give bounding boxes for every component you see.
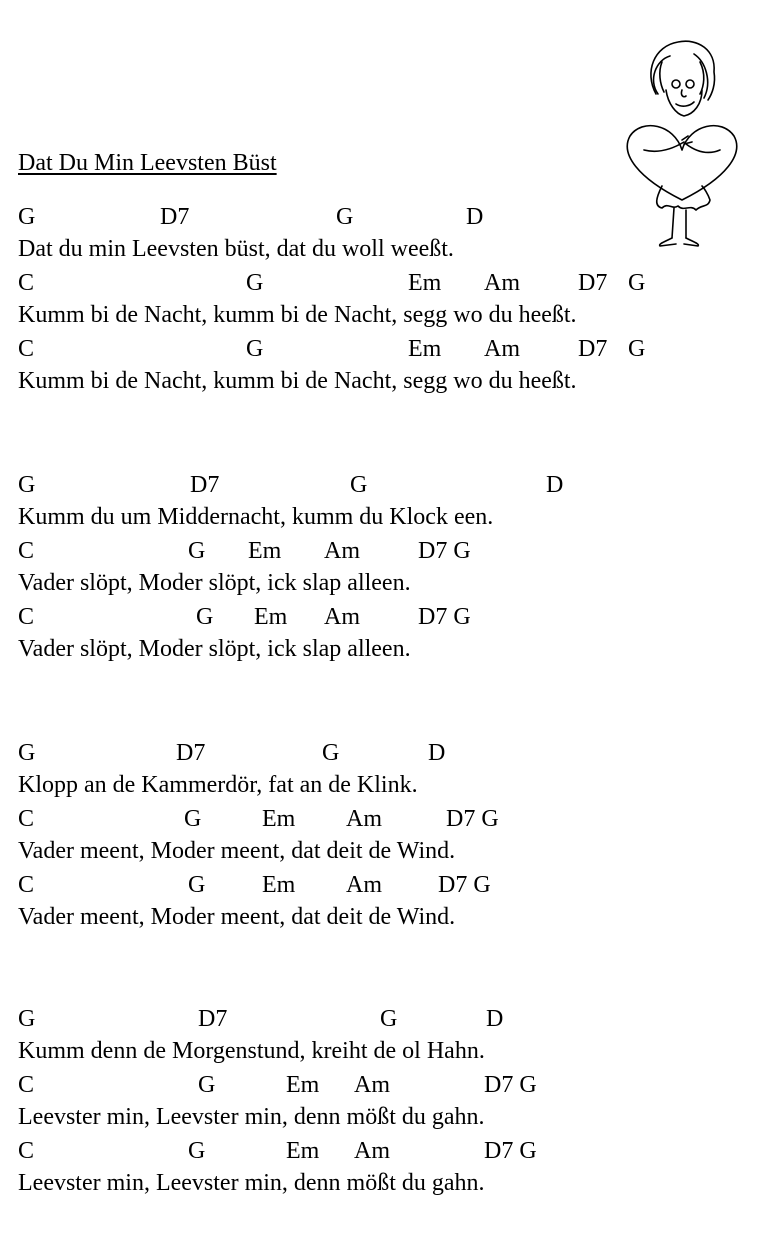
chord: G [18,1006,36,1032]
chord: G [322,740,340,766]
chord-row [0,806,764,840]
chord: G [184,806,202,832]
chord: C [18,538,35,564]
lyric-line: Vader slöpt, Moder slöpt, ick slap alleen. [18,570,411,596]
chord: C [18,270,35,296]
chord-row [0,740,764,774]
chord: D [466,204,484,230]
lyric-line: Kumm du um Middernacht, kumm du Klock een. [18,504,494,530]
chord-row [0,204,764,238]
chord: G [350,472,368,498]
chord: D7 G [484,1138,537,1164]
chord: G [18,472,36,498]
chord: C [18,336,35,362]
chord-row [0,872,764,906]
chord: Am [484,270,520,296]
chord: G [18,740,36,766]
chord: D [428,740,446,766]
chord: D7 [578,270,608,296]
chord: Am [354,1138,390,1164]
chord: G [198,1072,216,1098]
chord: Em [286,1138,320,1164]
chord: Am [346,872,382,898]
lyric-line: Klopp an de Kammerdör, fat an de Klink. [18,772,418,798]
chord: Em [408,336,442,362]
chord: Em [408,270,442,296]
chord: G [336,204,354,230]
chord: C [18,1072,35,1098]
chord-row [0,604,764,638]
chord: Em [262,872,296,898]
chord-row [0,1006,764,1040]
chord: G [188,872,206,898]
chord: G [196,604,214,630]
lyric-line: Dat du min Leevsten büst, dat du woll weeßt. [18,236,454,262]
chord-row [0,270,764,304]
chord: G [628,270,646,296]
chord: G [246,336,264,362]
chord: G [246,270,264,296]
lyric-line: Vader slöpt, Moder slöpt, ick slap alleen. [18,636,411,662]
chord: Em [254,604,288,630]
chord: D7 G [418,538,471,564]
chord-row [0,1072,764,1106]
chord: Am [346,806,382,832]
chord: C [18,1138,35,1164]
chord: D [486,1006,504,1032]
chord-row [0,1138,764,1172]
chord-row [0,336,764,370]
chord-row [0,538,764,572]
chord: Am [324,538,360,564]
chord: G [628,336,646,362]
chord: D [546,472,564,498]
chord: Am [354,1072,390,1098]
lyric-line: Kumm bi de Nacht, kumm bi de Nacht, segg wo du heeßt. [18,302,577,328]
chord: D7 [190,472,220,498]
chord: G [380,1006,398,1032]
chord: G [188,538,206,564]
chord: D7 [578,336,608,362]
chord: D7 G [418,604,471,630]
chord: G [18,204,36,230]
chord: Am [324,604,360,630]
chord: D7 G [484,1072,537,1098]
chord: Em [248,538,282,564]
chord: Em [262,806,296,832]
chord: C [18,872,35,898]
chord: Em [286,1072,320,1098]
chord: D7 G [446,806,499,832]
lyric-line: Vader meent, Moder meent, dat deit de Wind. [18,838,456,864]
chord: D7 G [438,872,491,898]
lyric-line: Kumm bi de Nacht, kumm bi de Nacht, segg wo du heeßt. [18,368,577,394]
chord-row [0,472,764,506]
chord: D7 [198,1006,228,1032]
lyric-line: Kumm denn de Morgenstund, kreiht de ol Hahn. [18,1038,485,1064]
lyric-line: Leevster min, Leevster min, denn mößt du gahn. [18,1104,485,1130]
chord: Am [484,336,520,362]
chord: C [18,806,35,832]
chord: D7 [176,740,206,766]
chord: C [18,604,35,630]
chord: G [188,1138,206,1164]
lyric-line: Vader meent, Moder meent, dat deit de Wind. [18,904,456,930]
lyric-line: Leevster min, Leevster min, denn mößt du gahn. [18,1170,485,1196]
chord: D7 [160,204,190,230]
song-title: Dat Du Min Leevsten Büst [18,150,277,176]
